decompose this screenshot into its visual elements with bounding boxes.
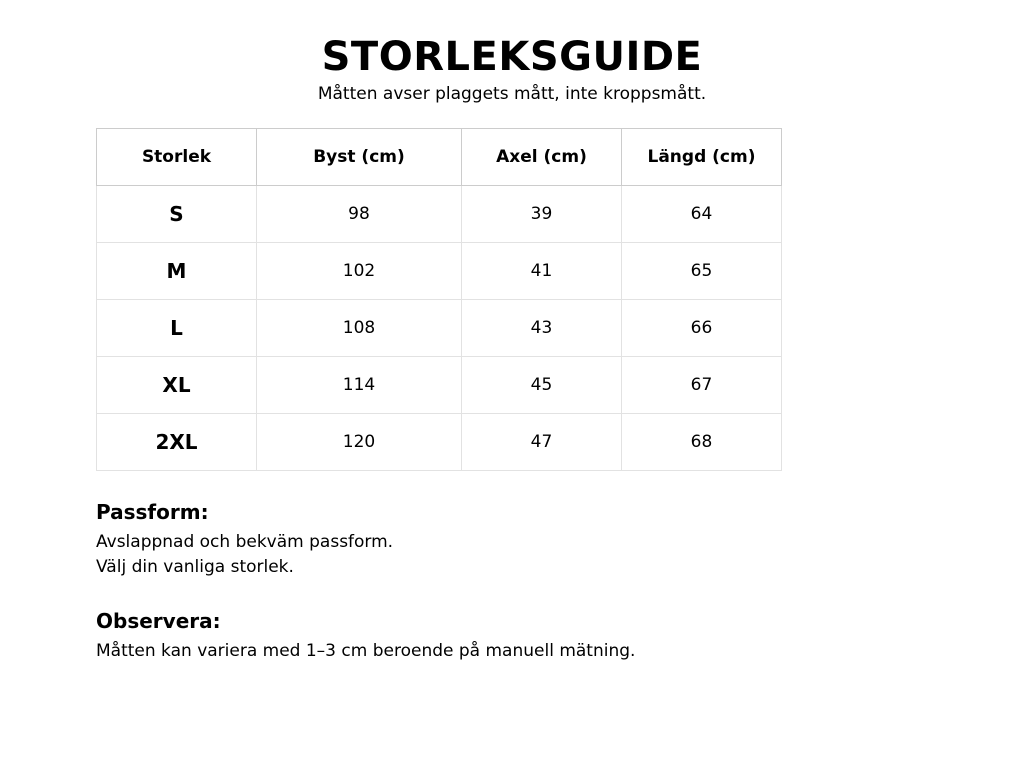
passform-line: Välj din vanliga storlek. <box>96 557 294 577</box>
length-cell: 67 <box>622 357 782 414</box>
size-cell: M <box>97 243 257 300</box>
bust-cell: 114 <box>257 357 462 414</box>
size-cell: S <box>97 186 257 243</box>
observera-heading: Observera: <box>96 609 221 633</box>
header-shoulder: Axel (cm) <box>462 129 622 186</box>
size-table <box>96 128 782 471</box>
shoulder-cell: 41 <box>462 243 622 300</box>
shoulder-cell: 43 <box>462 300 622 357</box>
observera-line: Måtten kan variera med 1–3 cm beroende på manuell mätning. <box>96 641 636 661</box>
table-row <box>97 357 782 414</box>
header-length: Längd (cm) <box>622 129 782 186</box>
bust-cell: 98 <box>257 186 462 243</box>
table-header-row <box>97 129 782 186</box>
header-size: Storlek <box>97 129 257 186</box>
size-cell: 2XL <box>97 414 257 471</box>
passform-line: Avslappnad och bekväm passform. <box>96 532 394 552</box>
page-title: STORLEKSGUIDE <box>321 34 703 80</box>
length-cell: 65 <box>622 243 782 300</box>
shoulder-cell: 45 <box>462 357 622 414</box>
length-cell: 68 <box>622 414 782 471</box>
bust-cell: 108 <box>257 300 462 357</box>
size-cell: XL <box>97 357 257 414</box>
bust-cell: 102 <box>257 243 462 300</box>
bust-cell: 120 <box>257 414 462 471</box>
shoulder-cell: 39 <box>462 186 622 243</box>
table-row <box>97 300 782 357</box>
table-row <box>97 414 782 471</box>
shoulder-cell: 47 <box>462 414 622 471</box>
table-row <box>97 186 782 243</box>
size-cell: L <box>97 300 257 357</box>
length-cell: 64 <box>622 186 782 243</box>
header-bust: Byst (cm) <box>257 129 462 186</box>
table-row <box>97 243 782 300</box>
page-subtitle: Måtten avser plaggets mått, inte kroppsmått. <box>317 84 707 104</box>
passform-heading: Passform: <box>96 500 209 524</box>
length-cell: 66 <box>622 300 782 357</box>
